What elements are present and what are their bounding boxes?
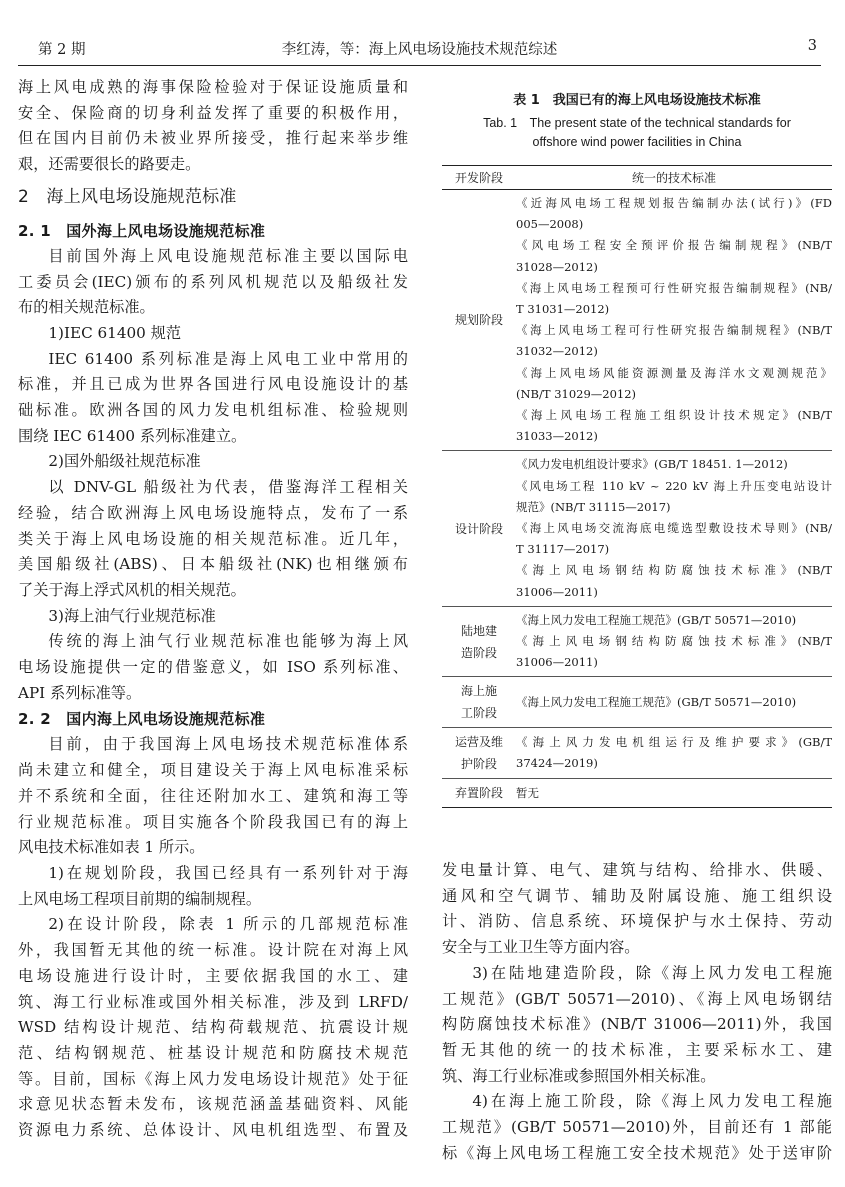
- stage-label-part: 陆地建: [460, 623, 497, 638]
- paragraph-design-stage: 2)在设计阶段，除表 1 所示的几部规范标准 外，我国暂无其他的统一标准。设计院在对海上风 电场设施进行设计时，主要依据我国的水工、建 筑、海工行业标准或国外相关标准，涉及到 LRFD/ WSD 结构设计规范、结构荷载规范、抗震设计规 范、结构钢规范、桩基设计规范和防腐技术规范 等。目前，国标《海上风力发电场设计规范》处于征 求意见状态暂未发布，该规范涵盖基础资料、风能 资源电力系统、总体设计、风电机组选型、布置及: [18, 915, 408, 1140]
- stage-label-part: 海上施: [460, 684, 497, 699]
- item-2-text: 以 DNV-GL 船级社为代表，借鉴海洋工程相关 经验，结合欧洲海上风电场设施特点，发布了一系 类关于海上风电场设施的相关规范标准。近几年， 美国船级社(ABS)、日本船级社(NK)也相继颁布 了关于海上浮式风机的相关规范。: [18, 478, 408, 599]
- standard-item-line: 《海上风电场钢结构防腐蚀技术标准》(NB/T: [516, 563, 832, 578]
- right-column-text: [442, 858, 832, 1166]
- standard-item: [516, 518, 832, 560]
- section-2-1-heading: 2. 1 国外海上风电场设施规范标准: [18, 221, 266, 240]
- standards-cell: [516, 677, 832, 728]
- standard-item-line: 31006—2011): [516, 584, 598, 599]
- col-header-stage: 开发阶段: [442, 166, 516, 190]
- table-row: [442, 190, 832, 451]
- standard-item: [516, 692, 832, 713]
- stage-cell: [442, 728, 516, 779]
- standard-item: [516, 235, 832, 277]
- standard-item-line: 《风电场工程安全预评价报告编制规程》(NB/T: [516, 238, 832, 253]
- standards-cell: [516, 451, 832, 606]
- section-2-heading: 2 海上风电场设施规范标准: [18, 186, 237, 207]
- standard-item: [516, 610, 832, 631]
- item-1-text: IEC 61400 系列标准是海上风电工业中常用的 标准，并且已成为世界各国进行风电设施设计的基 础标准。欧洲各国的风力发电机组标准、检验规则 围绕 IEC 61400 系列标准建立。: [18, 349, 408, 445]
- standard-item-line: (NB/T 31029—2012): [516, 386, 637, 401]
- standard-item: [516, 476, 832, 518]
- running-header: [18, 38, 821, 66]
- paragraph-land-construction: 3)在陆地建造阶段，除《海上风力发电工程施 工规范》(GB/T 50571—2010)、《海上风电场钢结 构防腐蚀技术标准》(NB/T 31006—2011)外，我国 暂无其他的统一的技术标准，主要采标水工、建 筑、海工行业标准或参照国外相关标准。: [442, 963, 832, 1085]
- item-1-title: 1)IEC 61400 规范: [48, 323, 182, 342]
- standard-item: [516, 732, 832, 774]
- table-1-block: [442, 90, 832, 808]
- standard-item-line: 《海上风力发电工程施工规范》(GB/T 50571—2010): [516, 694, 797, 709]
- standard-item-line: 《风电场工程 110 kV ~ 220 kV 海上升压变电站设计: [516, 478, 832, 493]
- standards-cell: [516, 728, 832, 779]
- stage-label: 弃置阶段: [454, 786, 503, 801]
- issue-number: 第 2 期: [38, 42, 86, 58]
- standard-item-line: 暂无: [516, 785, 539, 800]
- standard-item-line: 《海上风电场工程预可行性研究报告编制规程》(NB/: [516, 280, 832, 295]
- paragraph-planning-stage: 1)在规划阶段，我国已经具有一系列针对于海 上风电场工程项目前期的编制规程。: [18, 863, 408, 908]
- table-row: [442, 728, 832, 779]
- paragraph-2-1: 目前国外海上风电设施规范标准主要以国际电 工委员会(IEC)颁布的系列风机规范以及船级社发 布的相关规范标准。: [18, 246, 408, 317]
- stage-label-part: 护阶段: [460, 757, 497, 772]
- standard-item-line: 005—2008): [516, 217, 584, 232]
- table-header-row: [442, 166, 832, 190]
- standard-item-line: 31032—2012): [516, 344, 598, 359]
- standard-item-line: 《风力发电机组设计要求》(GB/T 18451. 1—2012): [516, 457, 788, 472]
- table-body: [442, 190, 832, 808]
- standards-cell: [516, 606, 832, 677]
- stage-label-part: 工阶段: [460, 706, 497, 721]
- standards-cell: [516, 779, 832, 808]
- standard-item: [516, 560, 832, 602]
- stage-cell: [442, 677, 516, 728]
- table-row: [442, 451, 832, 606]
- page-number: 3: [807, 38, 817, 54]
- stage-label-part: 运营及维: [454, 735, 503, 750]
- table-caption-en: Tab. 1 The present state of the technical standards for offshore wind power facilities in China: [483, 116, 791, 149]
- standard-item: [516, 454, 832, 475]
- standard-item-line: 《海上风力发电机组运行及维护要求》(GB/T: [516, 735, 832, 750]
- table-row: [442, 606, 832, 677]
- standard-item: [516, 193, 832, 235]
- standard-item-line: 《海上风电场风能资源测量及海洋水文观测规范》: [516, 365, 832, 380]
- standard-item: [516, 783, 832, 804]
- standard-item-line: 31006—2011): [516, 655, 598, 670]
- stage-label: 规划阶段: [454, 313, 503, 328]
- standard-item-line: 31028—2012): [516, 259, 598, 274]
- standard-item-line: 《海上风电场工程可行性研究报告编制规程》(NB/T: [516, 323, 832, 338]
- standard-item-line: 规范》(NB/T 31115—2017): [516, 499, 671, 514]
- stage-cell: [442, 606, 516, 677]
- standard-item-line: T 31117—2017): [516, 542, 610, 557]
- stage-cell: [442, 451, 516, 606]
- standard-item: [516, 363, 832, 405]
- item-3-text: 传统的海上油气行业规范标准也能够为海上风 电场设施提供一定的借鉴意义，如 ISO 系列标准、 API 系列标准等。: [18, 632, 408, 702]
- standard-item-line: 《海上风电场钢结构防腐蚀技术标准》(NB/T: [516, 634, 832, 649]
- item-2-title: 2)国外船级社规范标准: [48, 452, 201, 471]
- standard-item: [516, 278, 832, 320]
- stage-label: 设计阶段: [454, 521, 503, 536]
- table-row: [442, 779, 832, 808]
- table-caption-cn: 表 1 我国已有的海上风电场设施技术标准: [513, 93, 761, 108]
- paragraph-offshore-construction: 4)在海上施工阶段，除《海上风力发电工程施 工规范》(GB/T 50571—2010)外，目前还有 1 部能 标《海上风电场工程施工安全技术规范》处于送审阶: [442, 1092, 832, 1162]
- standard-item-line: 《海上风电场交流海底电缆选型敷设技术导则》(NB/: [516, 521, 832, 536]
- standard-item-line: 《海上风电场工程施工组织设计技术规定》(NB/T: [516, 408, 832, 423]
- standards-cell: [516, 190, 832, 451]
- table-row: [442, 677, 832, 728]
- left-column: [18, 75, 408, 1144]
- stage-cell: [442, 190, 516, 451]
- standard-item-line: T 31031—2012): [516, 302, 610, 317]
- col-header-standard: 统一的技术标准: [516, 166, 832, 190]
- stage-label-part: 造阶段: [460, 645, 497, 660]
- running-title: 李红涛，等：海上风电场设施技术规范综述: [281, 42, 558, 58]
- item-3-title: 3)海上油气行业规范标准: [48, 606, 216, 625]
- section-2-2-heading: 2. 2 国内海上风电场设施规范标准: [18, 710, 266, 729]
- standard-item-line: 31033—2012): [516, 429, 598, 444]
- standard-item: [516, 320, 832, 362]
- paragraph-design-cont: 发电量计算、电气、建筑与结构、给排水、供暖、 通风和空气调节、辅助及附属设施、施工组织设 计、消防、信息系统、环境保护与水土保持、劳动 安全与工业卫生等方面内容。: [442, 861, 832, 957]
- standard-item-line: 《海上风力发电工程施工规范》(GB/T 50571—2010): [516, 612, 797, 627]
- standards-table: [442, 165, 832, 808]
- standard-item: [516, 631, 832, 673]
- standard-item-line: 37424—2019): [516, 756, 598, 771]
- standard-item-line: 《近海风电场工程规划报告编制办法(试行)》(FD: [516, 196, 832, 210]
- stage-cell: [442, 779, 516, 808]
- standard-item: [516, 405, 832, 447]
- paragraph-2-2: 目前，由于我国海上风电场技术规范标准体系 尚未建立和健全，项目建设关于海上风电标准采标 并不系统和全面，往往还附加水工、建筑和海工等 行业规范标准。项目实施各个阶段我国已有的海上 风电技术标准如表 1 所示。: [18, 735, 408, 857]
- paragraph-insurance: 海上风电成熟的海事保险检验对于保证设施质量和 安全、保险商的切身利益发挥了重要的积极作用， 但在国内目前仍未被业界所接受，推行起来举步维 艰，还需要很长的路要走。: [18, 78, 408, 174]
